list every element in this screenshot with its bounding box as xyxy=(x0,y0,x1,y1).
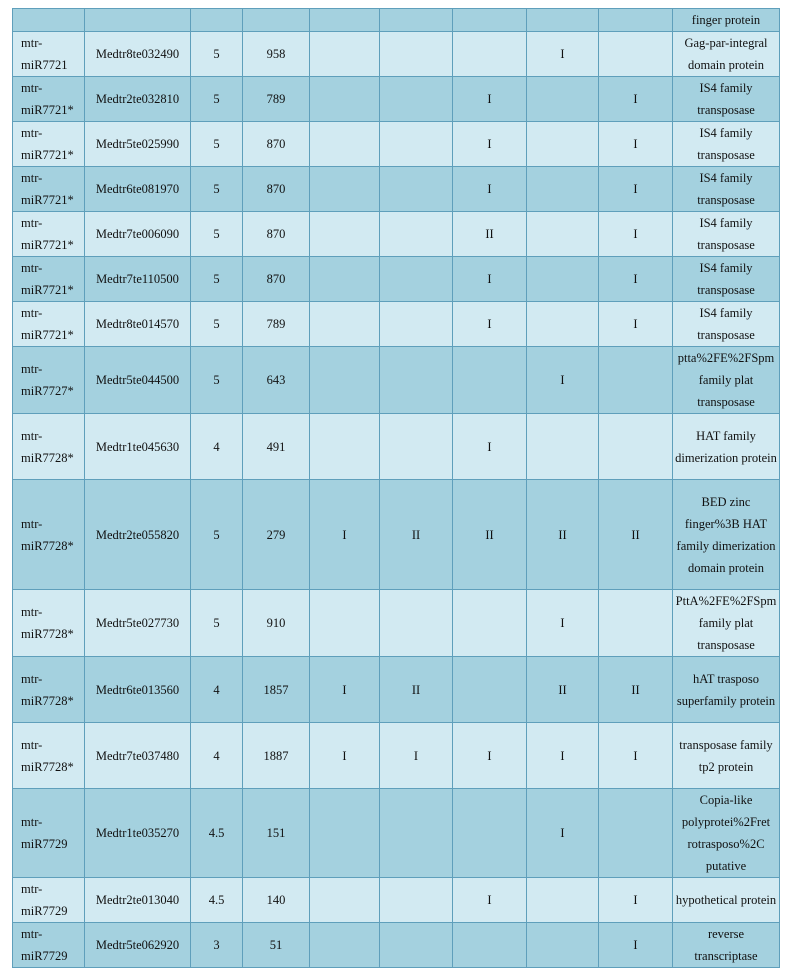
mirna-cell: mtr-miR7727* xyxy=(13,347,85,414)
length-cell: 910 xyxy=(243,590,310,657)
mark-cell-3 xyxy=(453,657,527,723)
mark-cell-1 xyxy=(310,257,380,302)
mark-cell-3: II xyxy=(453,480,527,590)
table-row xyxy=(13,9,780,32)
mark-cell-2 xyxy=(380,212,453,257)
score-cell: 3 xyxy=(191,923,243,968)
mirna-cell: mtr-miR7729 xyxy=(13,789,85,878)
length-cell: 491 xyxy=(243,414,310,480)
gene-cell: Medtr8te032490 xyxy=(85,32,191,77)
length-cell: 1857 xyxy=(243,657,310,723)
mark-cell-3: I xyxy=(453,257,527,302)
length-cell xyxy=(243,9,310,32)
mark-cell-5: I xyxy=(599,257,673,302)
length-cell: 870 xyxy=(243,257,310,302)
mark-cell-5: I xyxy=(599,923,673,968)
length-cell: 151 xyxy=(243,789,310,878)
mark-cell-4 xyxy=(527,878,599,923)
mirna-cell: mtr-miR7728* xyxy=(13,480,85,590)
mark-cell-3 xyxy=(453,923,527,968)
mark-cell-2: I xyxy=(380,723,453,789)
mirna-cell: mtr-miR7728* xyxy=(13,723,85,789)
mark-cell-2 xyxy=(380,923,453,968)
mark-cell-2 xyxy=(380,789,453,878)
mark-cell-4 xyxy=(527,414,599,480)
table-row xyxy=(13,122,780,167)
mark-cell-4 xyxy=(527,122,599,167)
mark-cell-2 xyxy=(380,347,453,414)
mark-cell-4: I xyxy=(527,347,599,414)
table-row xyxy=(13,32,780,77)
mark-cell-1 xyxy=(310,302,380,347)
mark-cell-1 xyxy=(310,32,380,77)
mark-cell-5 xyxy=(599,32,673,77)
target-table xyxy=(12,8,780,968)
mark-cell-3 xyxy=(453,590,527,657)
mark-cell-4 xyxy=(527,257,599,302)
mirna-cell: mtr-miR7721* xyxy=(13,302,85,347)
mark-cell-3 xyxy=(453,32,527,77)
mirna-cell: mtr-miR7721* xyxy=(13,167,85,212)
mark-cell-3: I xyxy=(453,122,527,167)
mirna-cell: mtr-miR7728* xyxy=(13,414,85,480)
mirna-cell: mtr-miR7721 xyxy=(13,32,85,77)
description-cell: transposase family tp2 protein xyxy=(673,723,780,789)
mark-cell-1 xyxy=(310,923,380,968)
mark-cell-5: I xyxy=(599,878,673,923)
table-row xyxy=(13,212,780,257)
description-cell: Gag-par-integral domain protein xyxy=(673,32,780,77)
score-cell: 5 xyxy=(191,167,243,212)
mark-cell-4: I xyxy=(527,32,599,77)
mark-cell-4 xyxy=(527,167,599,212)
score-cell: 5 xyxy=(191,347,243,414)
length-cell: 958 xyxy=(243,32,310,77)
gene-cell: Medtr7te110500 xyxy=(85,257,191,302)
mark-cell-4: II xyxy=(527,657,599,723)
table-row xyxy=(13,923,780,968)
mark-cell-1 xyxy=(310,212,380,257)
mark-cell-3: I xyxy=(453,414,527,480)
mark-cell-4 xyxy=(527,212,599,257)
table-row xyxy=(13,167,780,212)
length-cell: 643 xyxy=(243,347,310,414)
gene-cell: Medtr8te014570 xyxy=(85,302,191,347)
mark-cell-4 xyxy=(527,77,599,122)
mirna-cell: mtr-miR7721* xyxy=(13,257,85,302)
mark-cell-2 xyxy=(380,257,453,302)
score-cell: 5 xyxy=(191,480,243,590)
mark-cell-1 xyxy=(310,77,380,122)
mirna-cell: mtr-miR7728* xyxy=(13,657,85,723)
mark-cell-5 xyxy=(599,9,673,32)
score-cell: 5 xyxy=(191,122,243,167)
table-row xyxy=(13,77,780,122)
description-cell: reverse transcriptase xyxy=(673,923,780,968)
mark-cell-3: I xyxy=(453,167,527,212)
length-cell: 870 xyxy=(243,122,310,167)
mark-cell-2: II xyxy=(380,657,453,723)
table-row xyxy=(13,257,780,302)
gene-cell xyxy=(85,9,191,32)
mark-cell-5: I xyxy=(599,212,673,257)
mark-cell-3: I xyxy=(453,77,527,122)
length-cell: 1887 xyxy=(243,723,310,789)
description-cell: IS4 family transposase xyxy=(673,212,780,257)
description-cell: finger protein xyxy=(673,9,780,32)
mark-cell-1: I xyxy=(310,723,380,789)
length-cell: 51 xyxy=(243,923,310,968)
description-cell: Copia-like polyprotei%2Fret rotrasposo%2C putative xyxy=(673,789,780,878)
mark-cell-4 xyxy=(527,302,599,347)
gene-cell: Medtr7te006090 xyxy=(85,212,191,257)
mark-cell-5 xyxy=(599,789,673,878)
score-cell: 5 xyxy=(191,77,243,122)
length-cell: 870 xyxy=(243,212,310,257)
score-cell: 5 xyxy=(191,590,243,657)
table-row xyxy=(13,590,780,657)
mirna-cell xyxy=(13,9,85,32)
mark-cell-5 xyxy=(599,347,673,414)
score-cell: 4 xyxy=(191,723,243,789)
mark-cell-2 xyxy=(380,302,453,347)
gene-cell: Medtr6te081970 xyxy=(85,167,191,212)
mirna-cell: mtr-miR7721* xyxy=(13,122,85,167)
description-cell: BED zinc finger%3B HAT family dimerization domain protein xyxy=(673,480,780,590)
mark-cell-2 xyxy=(380,77,453,122)
table-row xyxy=(13,723,780,789)
gene-cell: Medtr5te027730 xyxy=(85,590,191,657)
mark-cell-1 xyxy=(310,9,380,32)
mark-cell-5: II xyxy=(599,657,673,723)
mark-cell-5: I xyxy=(599,302,673,347)
mark-cell-2: II xyxy=(380,480,453,590)
description-cell: HAT family dimerization protein xyxy=(673,414,780,480)
score-cell: 4.5 xyxy=(191,789,243,878)
gene-cell: Medtr6te013560 xyxy=(85,657,191,723)
score-cell: 4.5 xyxy=(191,878,243,923)
mark-cell-1 xyxy=(310,414,380,480)
score-cell: 5 xyxy=(191,257,243,302)
gene-cell: Medtr2te055820 xyxy=(85,480,191,590)
mark-cell-2 xyxy=(380,590,453,657)
mark-cell-1: I xyxy=(310,480,380,590)
mark-cell-4: I xyxy=(527,590,599,657)
gene-cell: Medtr5te062920 xyxy=(85,923,191,968)
length-cell: 789 xyxy=(243,77,310,122)
mirna-cell: mtr-miR7728* xyxy=(13,590,85,657)
table-row xyxy=(13,789,780,878)
mark-cell-3: I xyxy=(453,302,527,347)
mark-cell-2 xyxy=(380,32,453,77)
description-cell: ptta%2FE%2FSpm family plat transposase xyxy=(673,347,780,414)
table-row xyxy=(13,480,780,590)
mark-cell-2 xyxy=(380,167,453,212)
length-cell: 789 xyxy=(243,302,310,347)
mark-cell-1 xyxy=(310,122,380,167)
score-cell xyxy=(191,9,243,32)
description-cell: hypothetical protein xyxy=(673,878,780,923)
mark-cell-4: II xyxy=(527,480,599,590)
mirna-cell: mtr-miR7729 xyxy=(13,878,85,923)
mark-cell-5: I xyxy=(599,77,673,122)
mark-cell-4: I xyxy=(527,723,599,789)
score-cell: 4 xyxy=(191,657,243,723)
mark-cell-5: I xyxy=(599,723,673,789)
gene-cell: Medtr5te025990 xyxy=(85,122,191,167)
gene-cell: Medtr1te045630 xyxy=(85,414,191,480)
mark-cell-2 xyxy=(380,878,453,923)
mark-cell-4: I xyxy=(527,789,599,878)
mark-cell-3 xyxy=(453,789,527,878)
gene-cell: Medtr2te032810 xyxy=(85,77,191,122)
gene-cell: Medtr5te044500 xyxy=(85,347,191,414)
mark-cell-1 xyxy=(310,167,380,212)
mark-cell-1 xyxy=(310,789,380,878)
description-cell: PttA%2FE%2FSpm family plat transposase xyxy=(673,590,780,657)
table-row xyxy=(13,878,780,923)
length-cell: 870 xyxy=(243,167,310,212)
score-cell: 4 xyxy=(191,414,243,480)
mark-cell-1 xyxy=(310,347,380,414)
length-cell: 279 xyxy=(243,480,310,590)
mark-cell-1 xyxy=(310,878,380,923)
gene-cell: Medtr2te013040 xyxy=(85,878,191,923)
mark-cell-1 xyxy=(310,590,380,657)
mark-cell-2 xyxy=(380,414,453,480)
mark-cell-4 xyxy=(527,9,599,32)
gene-cell: Medtr7te037480 xyxy=(85,723,191,789)
score-cell: 5 xyxy=(191,302,243,347)
mark-cell-3 xyxy=(453,9,527,32)
mirna-cell: mtr-miR7729 xyxy=(13,923,85,968)
table-row xyxy=(13,657,780,723)
mark-cell-3 xyxy=(453,347,527,414)
gene-cell: Medtr1te035270 xyxy=(85,789,191,878)
mark-cell-5 xyxy=(599,414,673,480)
mark-cell-5: I xyxy=(599,122,673,167)
mark-cell-3: I xyxy=(453,723,527,789)
score-cell: 5 xyxy=(191,212,243,257)
description-cell: IS4 family transposase xyxy=(673,302,780,347)
description-cell: IS4 family transposase xyxy=(673,167,780,212)
description-cell: IS4 family transposase xyxy=(673,77,780,122)
mark-cell-5: II xyxy=(599,480,673,590)
mark-cell-2 xyxy=(380,122,453,167)
mirna-cell: mtr-miR7721* xyxy=(13,77,85,122)
description-cell: IS4 family transposase xyxy=(673,257,780,302)
mark-cell-1: I xyxy=(310,657,380,723)
table-row xyxy=(13,302,780,347)
mark-cell-2 xyxy=(380,9,453,32)
length-cell: 140 xyxy=(243,878,310,923)
mark-cell-3: II xyxy=(453,212,527,257)
mark-cell-5: I xyxy=(599,167,673,212)
mark-cell-4 xyxy=(527,923,599,968)
description-cell: IS4 family transposase xyxy=(673,122,780,167)
table-row xyxy=(13,414,780,480)
score-cell: 5 xyxy=(191,32,243,77)
mirna-cell: mtr-miR7721* xyxy=(13,212,85,257)
table-row xyxy=(13,347,780,414)
description-cell: hAT trasposo superfamily protein xyxy=(673,657,780,723)
mark-cell-5 xyxy=(599,590,673,657)
mark-cell-3: I xyxy=(453,878,527,923)
